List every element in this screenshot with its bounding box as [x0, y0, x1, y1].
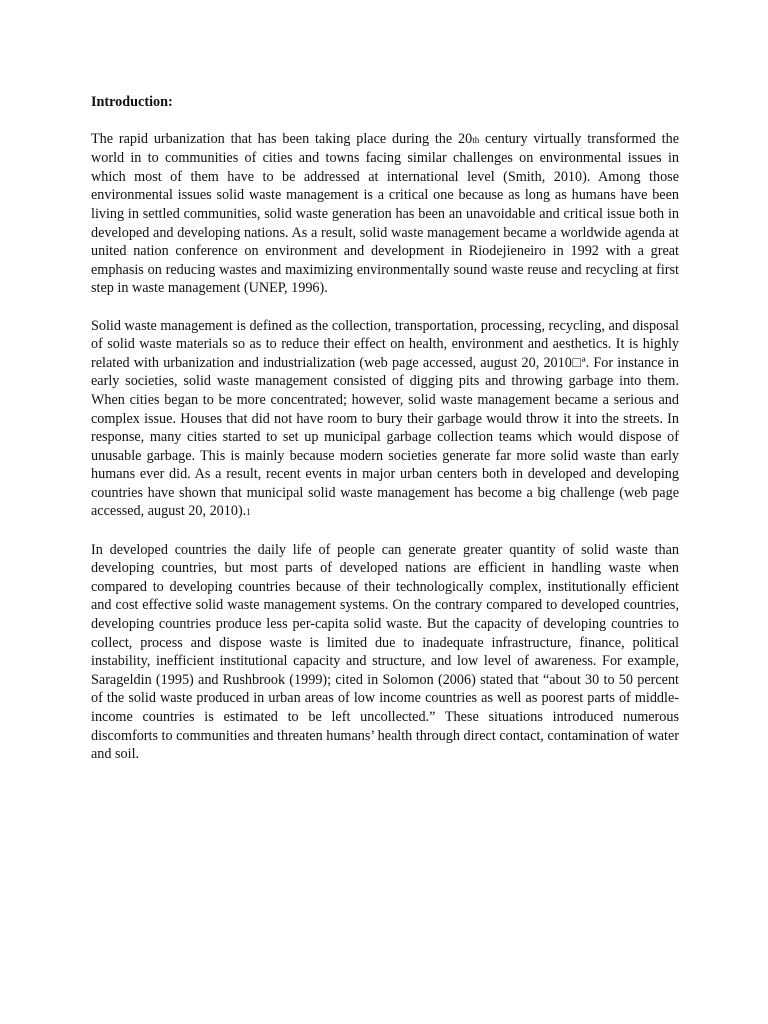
- paragraph-1-text-a: The rapid urbanization that has been taking place during the 20: [91, 130, 473, 147]
- paragraph-2-text-a: Solid waste management is defined as the collection, transportation, processing, recycling, and disposal of solid waste materials so as to reduce their effect on health, environment and aesthetics. It is highly related with urbanization and industrialization (web page accessed, august 20, 2010: [91, 317, 679, 371]
- document-body: [91, 93, 679, 782]
- ordinal-suffix: th: [472, 134, 480, 145]
- paragraph-2: [91, 317, 679, 523]
- paragraph-1: [91, 130, 679, 298]
- paragraph-1-text-b: century virtually transformed the world in to communities of cities and towns facing similar challenges on environmental issues in which most of them have to be addressed at international level (Smith, 2010). Among those environmental issues solid waste management is a critical one because as long as humans have been living in settled communities, solid waste generation has been an unavoidable and critical issue both in developed and developing nations. As a result, solid waste management became a worldwide agenda at united nation conference on environment and development in Riodejieneiro in 1992 with a great emphasis on reducing wastes and maximizing environmentally sound waste reuse and recycling at first step in waste management (UNEP, 1996).: [91, 130, 679, 297]
- broken-glyph: □ª: [571, 354, 586, 371]
- paragraph-2-text-b: . For instance in early societies, solid waste management consisted of digging pits and throwing garbage into them. When cities began to be more concentrated; however, solid waste management became a serious and complex issue. Houses that did not have room to bury their garbage would throw it into the streets. In response, many cities started to set up municipal garbage collection teams which would dispose of unusable garbage. This is mainly because modern societies generate far more solid waste than early humans ever did. As a result, recent events in major urban centers both in developed and developing countries have shown that municipal solid waste management has become a big challenge (web page accessed, august 20, 2010).: [91, 354, 680, 520]
- paragraph-3: In developed countries the daily life of people can generate greater quantity of solid waste than developing countries, but most parts of developed nations are efficient in handling waste when compared to developing countries because of their technologically complex, institutionally efficient and cost effective solid waste management systems. On the contrary compared to developed countries, developing countries produce less per-capita solid waste. But the capacity of developing countries to collect, process and dispose waste is limited due to inadequate infrastructure, finance, political instability, inefficient institutional capacity and structure, and low level of awareness. For example, Sarageldin (1995) and Rushbrook (1999); cited in Solomon (2006) stated that “about 30 to 50 percent of the solid waste produced in urban areas of low income countries as well as poorest parts of middle-income countries is estimated to be left uncollected.” These situations introduced numerous discomforts to communities and threaten humans’ health through direct contact, contamination of water and soil.: [91, 541, 679, 763]
- footnote-marker: 1: [246, 507, 251, 518]
- section-heading: Introduction:: [91, 94, 173, 110]
